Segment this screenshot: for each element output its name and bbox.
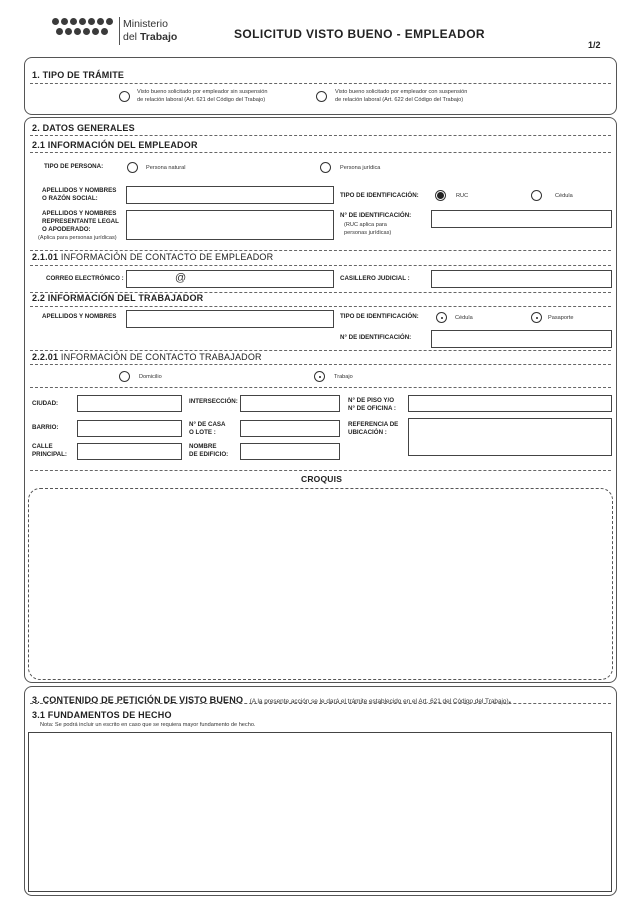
- logo-dot-icon: [52, 18, 59, 25]
- brand-bold: Trabajo: [139, 31, 178, 43]
- section-divider: [30, 703, 611, 704]
- section-2-1-title: 2.1 INFORMACIÓN DEL EMPLEADOR: [32, 140, 198, 150]
- radio-trabajo[interactable]: [314, 371, 325, 382]
- logo-divider: [119, 17, 120, 45]
- rep-label-3: O APODERADO:: [42, 226, 91, 233]
- section-1-box: [24, 57, 617, 115]
- brand-line-1: Ministerio: [123, 18, 168, 30]
- radio-cedula-trabajador[interactable]: [436, 312, 447, 323]
- fundamentos-field[interactable]: [28, 732, 612, 892]
- casillero-field[interactable]: [431, 270, 612, 288]
- brand-prefix: del: [123, 31, 140, 43]
- opt2-line1: Visto bueno solicitado por empleador con suspensión: [335, 89, 468, 95]
- section-divider: [30, 135, 611, 136]
- logo-dot-icon: [79, 18, 86, 25]
- section-divider: [30, 364, 611, 365]
- pasaporte-label: Pasaporte: [548, 315, 574, 321]
- form-title: SOLICITUD VISTO BUENO - EMPLEADOR: [234, 27, 485, 41]
- section-number: 2.2.01: [32, 352, 59, 362]
- trabajo-label: Trabajo: [334, 374, 353, 380]
- barrio-label: BARRIO:: [32, 424, 59, 431]
- section-divider: [30, 387, 611, 388]
- section-3-1-note: Nota: Se podrá incluir un escrito en caso que se requiera mayor fundamento de hecho.: [40, 722, 256, 728]
- opt2-line2: de relación laboral (Art. 622 del Código del Trabajo): [335, 97, 464, 103]
- referencia-field[interactable]: [408, 418, 612, 456]
- section-divider: [30, 152, 611, 153]
- referencia-label-1: REFERENCIA DE: [348, 421, 399, 428]
- calle-label-2: PRINCIPAL:: [32, 451, 67, 458]
- tipo-id-label: TIPO DE IDENTIFICACIÓN:: [340, 192, 419, 199]
- logo-dot-icon: [74, 28, 81, 35]
- rep-label-2: REPRESENTANTE LEGAL: [42, 218, 119, 225]
- cedula-label: Cédula: [555, 193, 573, 199]
- radio-cedula-empleador[interactable]: [531, 190, 542, 201]
- section-name: INFORMACIÓN DE CONTACTO DE EMPLEADOR: [58, 252, 274, 262]
- section-divider: [30, 350, 611, 351]
- num-id-empleador-field[interactable]: [431, 210, 612, 228]
- logo-dot-icon: [61, 18, 68, 25]
- trabajador-cedula-label: Cédula: [455, 315, 473, 321]
- radio-sin-suspension[interactable]: [119, 91, 130, 102]
- trabajador-num-id-field[interactable]: [431, 330, 612, 348]
- casa-label-2: O LOTE :: [189, 429, 216, 436]
- section-2-2-title: 2.2 INFORMACIÓN DEL TRABAJADOR: [32, 293, 204, 303]
- interseccion-field[interactable]: [240, 395, 340, 412]
- logo-dot-icon: [97, 18, 104, 25]
- croquis-area[interactable]: [28, 488, 613, 680]
- piso-field[interactable]: [408, 395, 612, 412]
- interseccion-label: INTERSECCIÓN:: [189, 398, 238, 405]
- logo-dot-icon: [65, 28, 72, 35]
- logo-dot-icon: [83, 28, 90, 35]
- section-divider: [30, 306, 611, 307]
- casillero-label: CASILLERO JUDICIAL :: [340, 275, 410, 282]
- section-1-title: 1. TIPO DE TRÁMITE: [32, 70, 125, 80]
- representante-field[interactable]: [126, 210, 334, 240]
- logo-dot-icon: [70, 18, 77, 25]
- section-3-period: .: [508, 695, 512, 705]
- edificio-label-2: DE EDIFICIO:: [189, 451, 229, 458]
- piso-label-1: N° DE PISO Y/O: [348, 397, 395, 404]
- ciudad-field[interactable]: [77, 395, 182, 412]
- ruc-note-2: personas jurídicas): [344, 230, 392, 236]
- croquis-title: CROQUIS: [301, 474, 343, 484]
- trabajador-apellidos-label: APELLIDOS Y NOMBRES: [42, 313, 117, 320]
- radio-pasaporte[interactable]: [531, 312, 542, 323]
- calle-label-1: CALLE: [32, 443, 53, 450]
- section-divider: [30, 250, 611, 251]
- ministry-logo: [52, 18, 116, 42]
- correo-label: CORREO ELECTRÓNICO :: [46, 275, 124, 282]
- ruc-label: RUC: [456, 193, 469, 199]
- section-divider: [30, 470, 611, 471]
- edificio-label-1: NOMBRE: [189, 443, 217, 450]
- at-sign: @: [175, 272, 187, 284]
- razon-social-field[interactable]: [126, 186, 334, 204]
- section-3-title: 3. CONTENIDO DE PETICIÓN DE VISTO BUENO: [32, 695, 244, 705]
- logo-dot-icon: [56, 28, 63, 35]
- barrio-field[interactable]: [77, 420, 182, 437]
- edificio-field[interactable]: [240, 443, 340, 460]
- brand-line-2: [123, 31, 177, 43]
- casa-label-1: N° DE CASA: [189, 421, 226, 428]
- section-divider: [30, 265, 611, 266]
- calle-field[interactable]: [77, 443, 182, 460]
- section-2-1-01-title: [32, 252, 273, 262]
- radio-domicilio[interactable]: [119, 371, 130, 382]
- casa-field[interactable]: [240, 420, 340, 437]
- apellidos-label-2: O RAZÓN SOCIAL:: [42, 195, 98, 202]
- persona-juridica-label: Persona jurídica: [340, 165, 381, 171]
- section-divider: [30, 83, 611, 84]
- section-name: INFORMACIÓN DE CONTACTO TRABAJADOR: [58, 352, 262, 362]
- num-id-label: N° DE IDENTIFICACIÓN:: [340, 212, 412, 219]
- radio-persona-juridica[interactable]: [320, 162, 331, 173]
- trabajador-apellidos-field[interactable]: [126, 310, 334, 328]
- logo-dot-icon: [92, 28, 99, 35]
- section-2-2-01-title: [32, 352, 262, 362]
- radio-persona-natural[interactable]: [127, 162, 138, 173]
- opt1-line2: de relación laboral (Art. 621 del Código del Trabajo): [137, 97, 266, 103]
- logo-dot-icon: [88, 18, 95, 25]
- apellidos-label-1: APELLIDOS Y NOMBRES: [42, 187, 117, 194]
- domicilio-label: Domicilio: [139, 374, 162, 380]
- tipo-persona-label: TIPO DE PERSONA:: [44, 163, 104, 170]
- ruc-note-1: (RUC aplica para: [344, 222, 387, 228]
- trabajador-num-id-label: N° DE IDENTIFICACIÓN:: [340, 334, 412, 341]
- logo-dot-icon: [101, 28, 108, 35]
- section-3-heading: [32, 690, 511, 708]
- rep-note: (Aplica para personas jurídicas): [38, 235, 117, 241]
- rep-label-1: APELLIDOS Y NOMBRES: [42, 210, 117, 217]
- opt1-line1: Visto bueno solicitado por empleador sin suspensión: [137, 89, 268, 95]
- page-number: 1/2: [588, 40, 601, 50]
- correo-field[interactable]: [126, 270, 334, 288]
- logo-dot-icon: [106, 18, 113, 25]
- section-number: 2.1.01: [32, 252, 59, 262]
- referencia-label-2: UBICACIÓN :: [348, 429, 387, 436]
- radio-con-suspension[interactable]: [316, 91, 327, 102]
- section-3-note: (A la presente acción se le dará el trámite establecido en el Art. 621 del Código del Trabajo): [249, 698, 509, 705]
- section-3-1-title: 3.1 FUNDAMENTOS DE HECHO: [32, 710, 172, 720]
- persona-natural-label: Persona natural: [146, 165, 186, 171]
- piso-label-2: N° DE OFICINA :: [348, 405, 396, 412]
- section-2-title: 2. DATOS GENERALES: [32, 123, 135, 133]
- radio-ruc[interactable]: [435, 190, 446, 201]
- ciudad-label: CIUDAD:: [32, 400, 59, 407]
- trabajador-tipo-id-label: TIPO DE IDENTIFICACIÓN:: [340, 313, 419, 320]
